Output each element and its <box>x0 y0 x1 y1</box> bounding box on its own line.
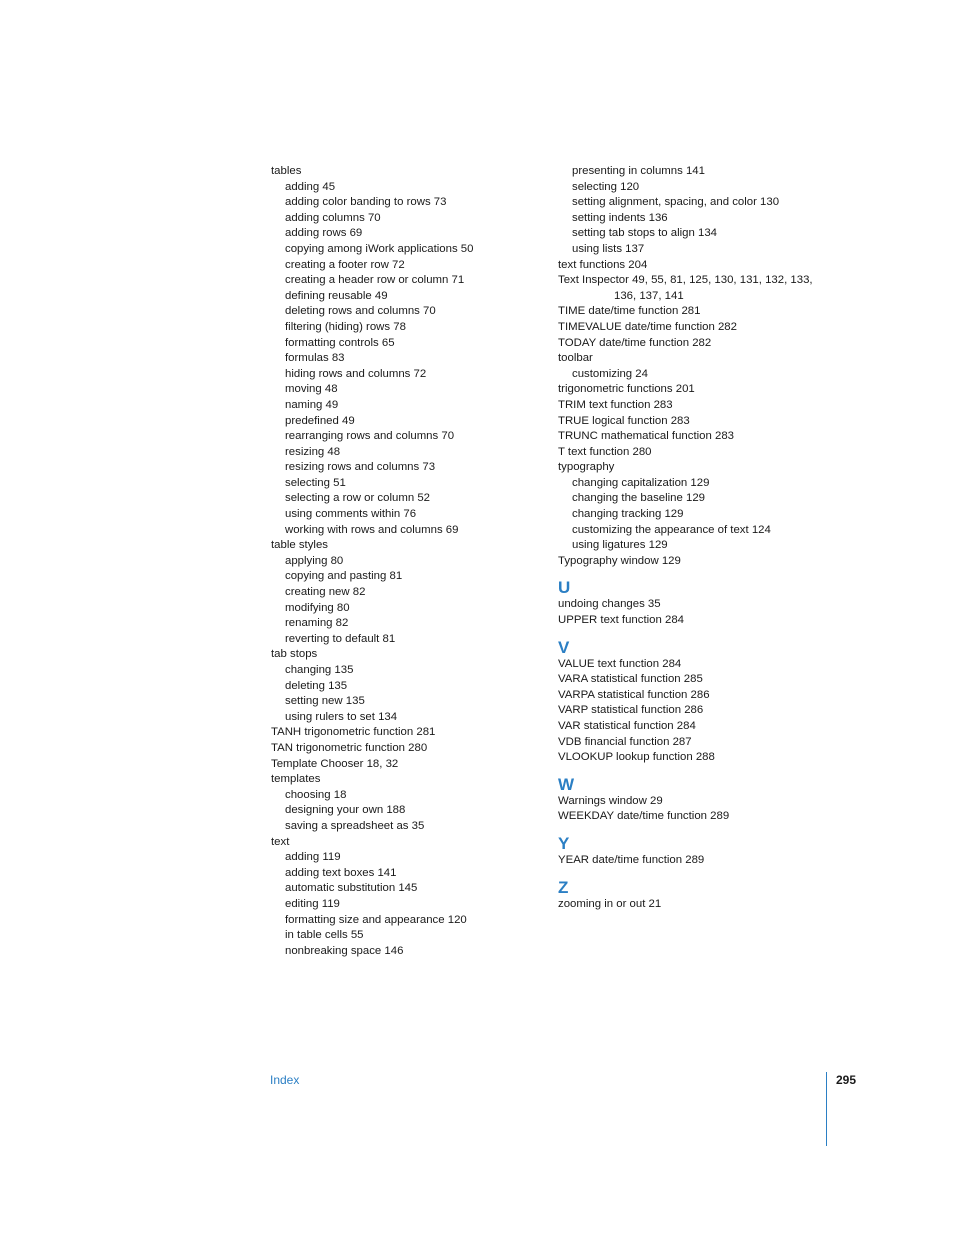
index-subentry: creating a header row or column 71 <box>285 274 465 287</box>
index-letter-heading: V <box>558 637 570 657</box>
index-entry: tables <box>271 165 302 177</box>
index-subentry: copying and pasting 81 <box>285 570 403 583</box>
index-subentry: using comments within 76 <box>285 508 417 521</box>
index-entry: templates <box>271 773 321 786</box>
index-entry: UPPER text function 284 <box>558 614 684 627</box>
index-entry: table styles <box>271 539 328 552</box>
index-entry: VALUE text function 284 <box>558 657 682 670</box>
index-subentry: in table cells 55 <box>285 929 364 942</box>
index-subentry: modifying 80 <box>285 601 350 614</box>
index-subentry: deleting 135 <box>285 679 348 692</box>
index-entry: zooming in or out 21 <box>558 897 662 910</box>
index-column-left <box>271 164 541 959</box>
index-entry: undoing changes 35 <box>558 598 661 611</box>
index-subentry: filtering (hiding) rows 78 <box>285 320 406 333</box>
index-subentry: formulas 83 <box>285 352 345 365</box>
index-subentry: deleting rows and columns 70 <box>285 305 436 318</box>
index-subentry: naming 49 <box>285 398 339 411</box>
index-subentry: formatting size and appearance 120 <box>285 913 467 926</box>
index-subentry: setting alignment, spacing, and color 130 <box>572 196 780 209</box>
index-subentry: adding rows 69 <box>285 227 363 240</box>
index-subentry: designing your own 188 <box>285 804 406 817</box>
index-subentry: editing 119 <box>285 897 340 910</box>
index-subentry: creating new 82 <box>285 586 366 599</box>
index-subentry: renaming 82 <box>285 617 349 630</box>
index-subentry: choosing 18 <box>285 788 347 801</box>
index-subentry: changing 135 <box>285 664 354 676</box>
index-entry: TIME date/time function 281 <box>558 305 701 318</box>
index-subentry: selecting a row or column 52 <box>285 492 430 505</box>
footer-divider <box>826 1072 827 1146</box>
index-entry: VARPA statistical function 286 <box>558 688 710 701</box>
page-number: 295 <box>836 1073 857 1087</box>
index-subentry: adding columns 70 <box>285 211 381 224</box>
index-entry: toolbar <box>558 352 593 365</box>
index-subentry: setting indents 136 <box>572 211 668 224</box>
index-entry: text <box>271 835 290 848</box>
index-subentry: customizing 24 <box>572 367 648 380</box>
index-subentry: rearranging rows and columns 70 <box>285 430 455 443</box>
index-entry: VLOOKUP lookup function 288 <box>558 751 715 764</box>
index-entry: Text Inspector 49, 55, 81, 125, 130, 131, 132, 133, <box>558 274 813 287</box>
index-entry: TIMEVALUE date/time function 282 <box>558 320 737 333</box>
index-letter-heading: U <box>558 578 571 598</box>
index-entry: TRIM text function 283 <box>558 398 673 411</box>
index-subentry: adding 119 <box>285 851 341 864</box>
index-subentry: adding text boxes 141 <box>285 866 397 879</box>
index-entry: Warnings window 29 <box>558 794 663 807</box>
index-subentry: reverting to default 81 <box>285 632 396 645</box>
index-entry: YEAR date/time function 289 <box>558 853 705 866</box>
index-subentry: changing the baseline 129 <box>572 492 706 505</box>
index-entry: Template Chooser 18, 32 <box>271 757 399 770</box>
index-subentry: changing capitalization 129 <box>572 476 710 489</box>
index-subentry: automatic substitution 145 <box>285 882 418 895</box>
index-entry-continuation: 136, 137, 141 <box>614 289 684 302</box>
index-entry: T text function 280 <box>558 445 652 458</box>
index-subentry: using ligatures 129 <box>572 539 668 552</box>
index-subentry: setting new 135 <box>285 695 365 708</box>
index-subentry: resizing 48 <box>285 445 341 458</box>
index-subentry: predefined 49 <box>285 414 355 427</box>
index-column-right <box>558 164 828 912</box>
index-entry: WEEKDAY date/time function 289 <box>558 810 730 823</box>
index-entry: TANH trigonometric function 281 <box>271 726 436 739</box>
index-subentry: selecting 120 <box>572 180 640 193</box>
index-entry: tab stops <box>271 648 318 661</box>
index-entry: TRUNC mathematical function 283 <box>558 430 734 443</box>
index-subentry: hiding rows and columns 72 <box>285 367 427 380</box>
index-subentry: moving 48 <box>285 383 338 396</box>
index-subentry: using rulers to set 134 <box>285 710 398 723</box>
index-entry: TAN trigonometric function 280 <box>271 741 428 754</box>
index-subentry: working with rows and columns 69 <box>285 523 459 536</box>
index-subentry: adding color banding to rows 73 <box>285 196 447 209</box>
index-letter-heading: Y <box>558 833 570 853</box>
index-subentry: presenting in columns 141 <box>572 165 705 177</box>
index-letter-heading: W <box>558 774 575 794</box>
index-entry: TODAY date/time function 282 <box>558 336 712 349</box>
index-entry: VARA statistical function 285 <box>558 673 703 686</box>
index-entry: VARP statistical function 286 <box>558 704 704 717</box>
index-subentry: changing tracking 129 <box>572 508 684 521</box>
index-entry: typography <box>558 461 615 474</box>
index-entry: trigonometric functions 201 <box>558 383 695 396</box>
index-entry: Typography window 129 <box>558 554 681 567</box>
index-subentry: customizing the appearance of text 124 <box>572 523 771 536</box>
index-subentry: selecting 51 <box>285 476 346 489</box>
index-subentry: saving a spreadsheet as 35 <box>285 819 425 832</box>
index-subentry: resizing rows and columns 73 <box>285 461 436 474</box>
index-subentry: nonbreaking space 146 <box>285 944 404 957</box>
footer-section-label: Index <box>270 1073 300 1087</box>
index-subentry: setting tab stops to align 134 <box>572 227 718 240</box>
index-entry: VDB financial function 287 <box>558 735 692 748</box>
index-entry: VAR statistical function 284 <box>558 720 696 732</box>
index-subentry: copying among iWork applications 50 <box>285 242 474 255</box>
index-entry: text functions 204 <box>558 258 648 271</box>
index-subentry: formatting controls 65 <box>285 336 395 349</box>
index-subentry: using lists 137 <box>572 242 645 255</box>
index-subentry: adding 45 <box>285 180 336 193</box>
index-letter-heading: Z <box>558 877 569 897</box>
index-subentry: creating a footer row 72 <box>285 258 405 271</box>
index-subentry: defining reusable 49 <box>285 289 388 302</box>
index-subentry: applying 80 <box>285 554 344 567</box>
index-entry: TRUE logical function 283 <box>558 414 690 427</box>
